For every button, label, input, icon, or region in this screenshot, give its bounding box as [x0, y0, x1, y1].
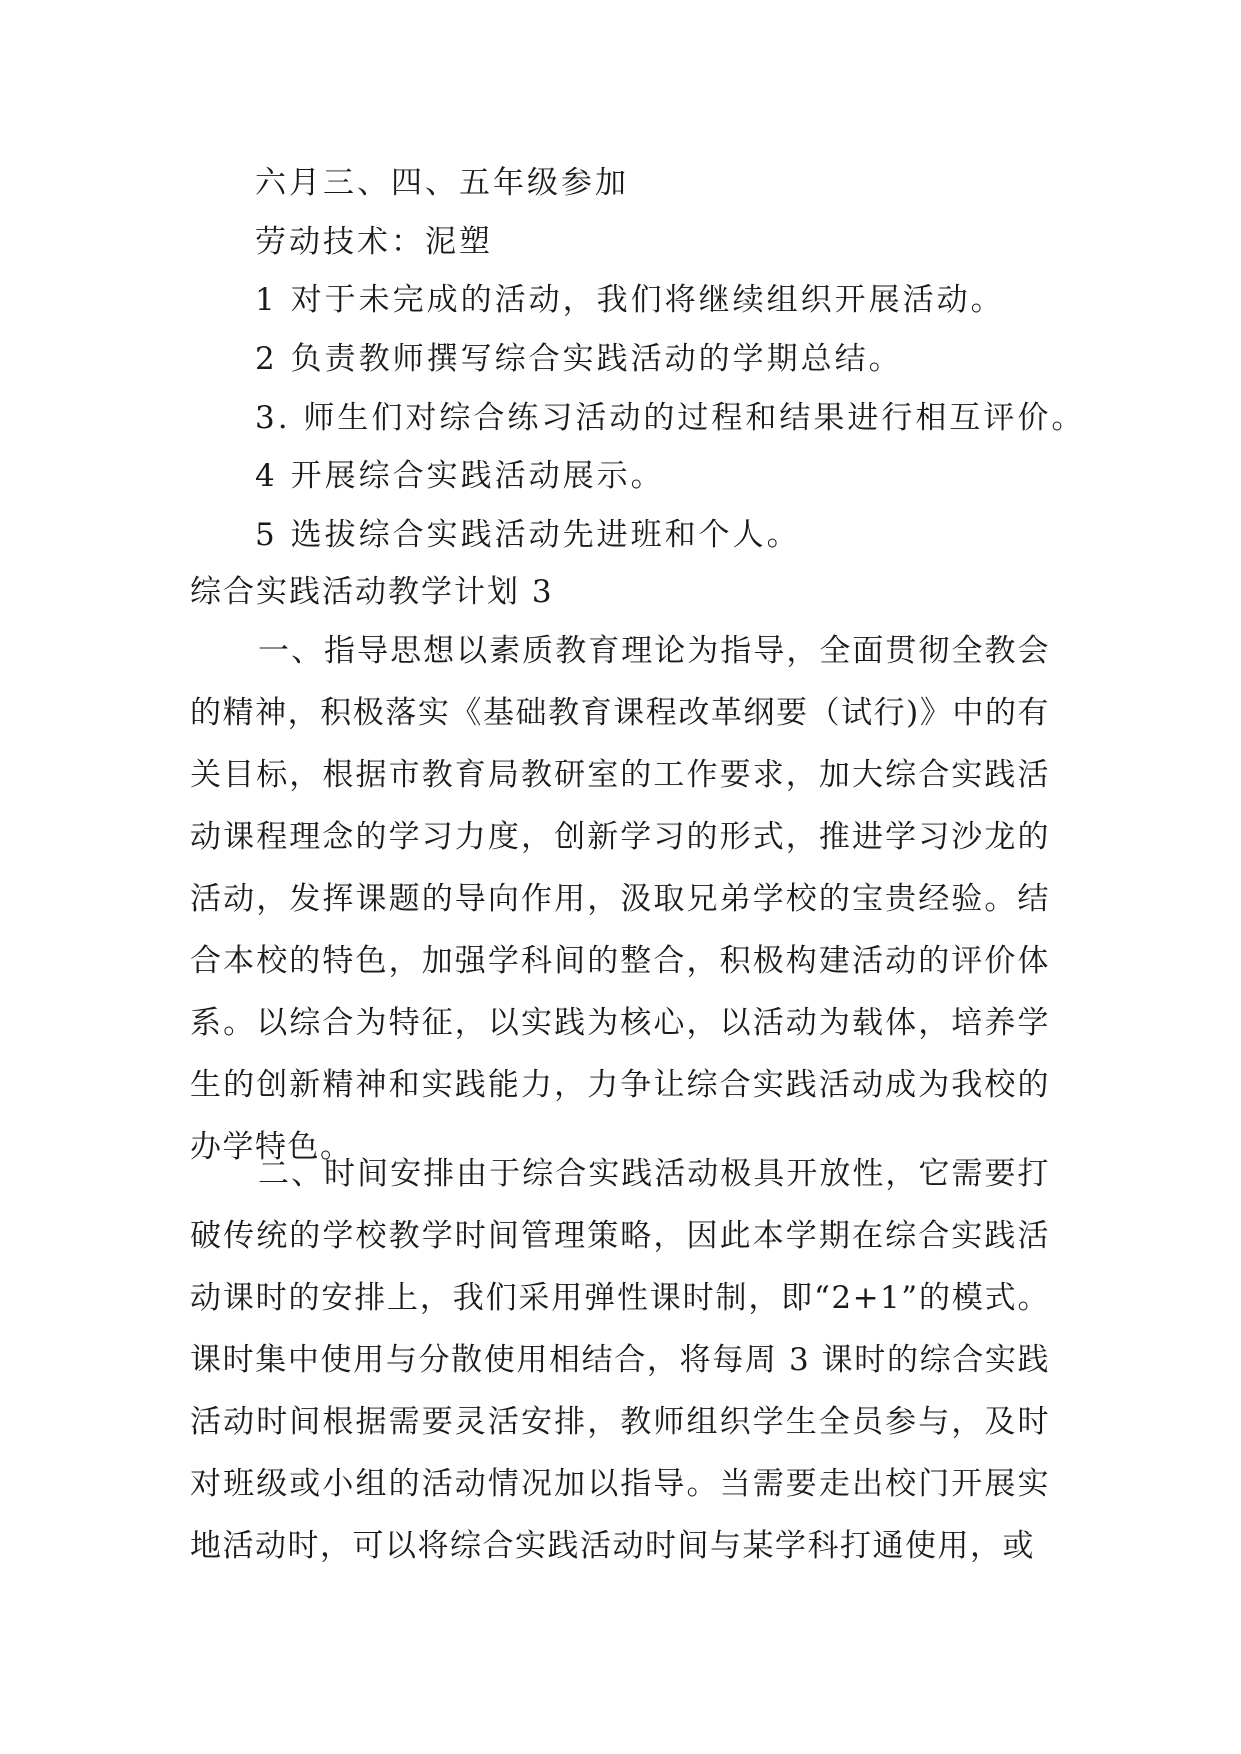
section-title: 综合实践活动教学计划 3	[190, 574, 554, 610]
list-line: 3. 师生们对综合练习活动的过程和结果进行相互评价。	[255, 400, 1086, 436]
list-line: 5 选拔综合实践活动先进班和个人。	[255, 517, 801, 553]
list-line: 2 负责教师撰写综合实践活动的学期总结。	[255, 341, 903, 377]
body-paragraph: 一、指导思想以素质教育理论为指导，全面贯彻全教会的精神，积极落实《基础教育课程改革纲要（试行)》中的有关目标，根据市教育局教研室的工作要求，加大综合实践活动课程理念的学习力度，创新学习的形式，推进学习沙龙的活动，发挥课题的导向作用，汲取兄弟学校的宝贵经验。结合本校的特色，加强学科间的整合，积极构建活动的评价体系。以综合为特征，以实践为核心，以活动为载体，培养学生的创新精神和实践能力，力争让综合实践活动成为我校的办学特色。	[190, 633, 1050, 1165]
body-paragraph: 二、时间安排由于综合实践活动极具开放性，它需要打破传统的学校教学时间管理策略，因此本学期在综合实践活动课时的安排上，我们采用弹性课时制，即“2+1”的模式。课时集中使用与分散使用相结合，将每周 3 课时的综合实践活动时间根据需要灵活安排，教师组织学生全员参与，及时对班级或小组的活动情况加以指导。当需要走出校门开展实地活动时，可以将综合实践活动时间与某学科打通使用，或	[190, 1156, 1050, 1564]
list-line: 劳动技术：泥塑	[255, 224, 493, 260]
list-line: 4 开展综合实践活动展示。	[255, 458, 665, 494]
list-line: 六月三、四、五年级参加	[255, 165, 629, 201]
list-line: 1 对于未完成的活动，我们将继续组织开展活动。	[255, 282, 1005, 318]
